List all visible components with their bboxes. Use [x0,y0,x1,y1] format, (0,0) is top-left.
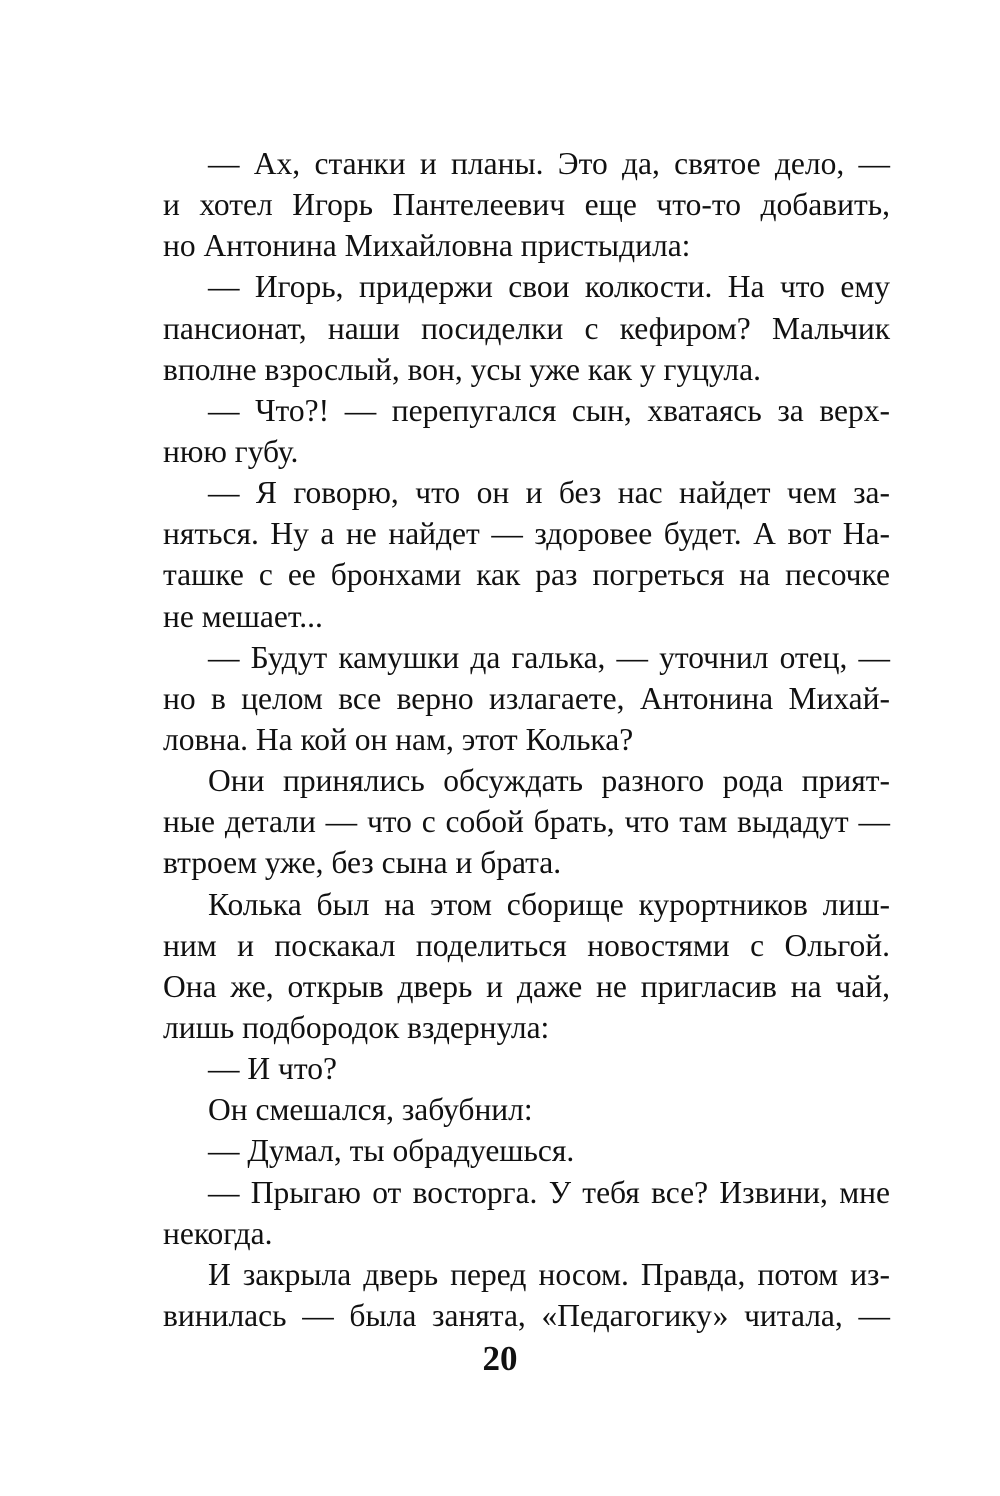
paragraph [163,637,890,760]
paragraph [163,143,890,266]
text-line: но в целом все верно излагаете, Антонина Михай- [163,680,890,716]
body-text [163,143,890,1336]
text-line: некогда. [163,1215,273,1251]
page-number: 20 [482,1339,518,1378]
text-line: ташке с ее бронхами как раз погреться на песочке [163,557,890,593]
text-line: пансионат, наши посиделки с кефиром? Мальчик [163,310,890,346]
paragraph [163,1172,890,1254]
text-line: — Игорь, придержи свои колкости. На что ему [208,269,890,305]
text-line: — Я говорю, что он и без нас найдет чем за- [208,475,890,511]
text-line: втроем уже, без сына и брата. [163,845,562,881]
paragraph [163,1089,890,1130]
text-line: — Будут камушки да галька, — уточнил отец, — [208,639,890,675]
paragraph [163,390,890,472]
text-line: — И что? [208,1051,337,1087]
text-line: не мешает... [163,598,323,634]
text-line: — Думал, ты обрадуешься. [208,1133,575,1169]
text-line: вполне взрослый, вон, усы уже как у гуцула. [163,351,761,387]
text-line: ловна. На кой он нам, этот Колька? [163,721,634,757]
text-line: винилась — была занята, «Педагогику» читала, — [163,1297,890,1333]
text-line: Они принялись обсуждать разного рода прият- [208,763,890,799]
text-line: и хотел Игорь Пантелеевич еще что-то добавить, [163,187,890,223]
text-line: ные детали — что с собой брать, что там выдадут — [163,804,890,840]
paragraph [163,1130,890,1171]
text-line: И закрыла дверь перед носом. Правда, потом из- [208,1256,890,1292]
paragraph [163,884,890,1049]
paragraph [163,760,890,883]
text-line: лишь подбородок вздернула: [163,1009,550,1045]
text-line: ним и поскакал поделиться новостями с Ольгой. [163,927,890,963]
text-line: — Что?! — перепугался сын, хватаясь за верх- [208,392,890,428]
text-line: Она же, открыв дверь и даже не пригласив на чай, [163,968,890,1004]
paragraph [163,1048,890,1089]
text-line: няться. Ну а не найдет — здоровее будет. А вот На- [163,516,890,552]
paragraph [163,1254,890,1336]
text-line: — Ах, станки и планы. Это да, святое дело, — [208,146,890,181]
text-line: — Прыгаю от восторга. У тебя все? Извини, мне [208,1174,890,1210]
paragraph [163,266,890,389]
text-line: Он смешался, забубнил: [208,1092,533,1128]
text-line: нюю губу. [163,433,299,469]
text-line: но Антонина Михайловна пристыдила: [163,228,691,264]
text-line: Колька был на этом сборище курортников лиш- [208,886,890,922]
paragraph [163,472,890,637]
